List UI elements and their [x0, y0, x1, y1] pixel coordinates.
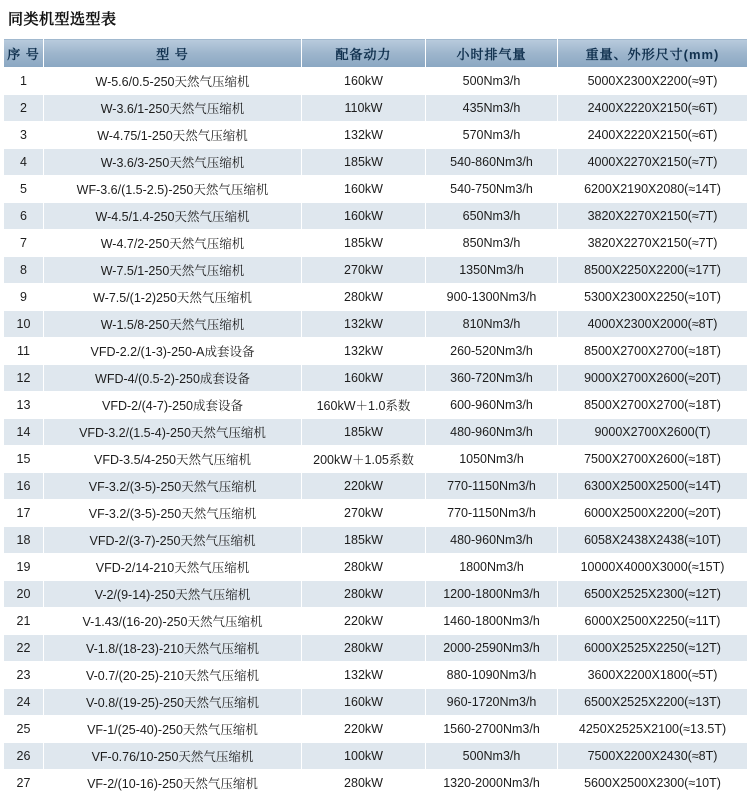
cell-size: 4000X2300X2000(≈8T)	[558, 311, 748, 338]
cell-power: 100kW	[302, 743, 426, 770]
column-header-index: 序 号	[4, 39, 44, 68]
cell-index: 16	[4, 473, 44, 500]
cell-model: V-1.43/(16-20)-250天然气压缩机	[44, 608, 302, 635]
cell-power: 280kW	[302, 770, 426, 797]
cell-flow: 500Nm3/h	[426, 68, 558, 95]
cell-model: V-0.7/(20-25)-210天然气压缩机	[44, 662, 302, 689]
table-row	[4, 473, 748, 500]
cell-flow: 570Nm3/h	[426, 122, 558, 149]
cell-flow: 540-750Nm3/h	[426, 176, 558, 203]
cell-flow: 500Nm3/h	[426, 743, 558, 770]
cell-model: V-1.8/(18-23)-210天然气压缩机	[44, 635, 302, 662]
cell-size: 9000X2700X2600(T)	[558, 419, 748, 446]
cell-model: VFD-2/(3-7)-250天然气压缩机	[44, 527, 302, 554]
cell-power: 270kW	[302, 257, 426, 284]
cell-model: VFD-2/14-210天然气压缩机	[44, 554, 302, 581]
cell-power: 280kW	[302, 284, 426, 311]
page-title: 同类机型选型表	[8, 11, 117, 28]
cell-model: W-7.5/1-250天然气压缩机	[44, 257, 302, 284]
cell-power: 132kW	[302, 122, 426, 149]
cell-index: 5	[4, 176, 44, 203]
table-row	[4, 149, 748, 176]
cell-size: 6000X2525X2250(≈12T)	[558, 635, 748, 662]
table-header	[4, 39, 748, 68]
table-row	[4, 554, 748, 581]
cell-index: 25	[4, 716, 44, 743]
cell-size: 7500X2200X2430(≈8T)	[558, 743, 748, 770]
cell-size: 6058X2438X2438(≈10T)	[558, 527, 748, 554]
cell-index: 17	[4, 500, 44, 527]
cell-size: 5000X2300X2200(≈9T)	[558, 68, 748, 95]
cell-index: 14	[4, 419, 44, 446]
cell-index: 13	[4, 392, 44, 419]
cell-power: 280kW	[302, 554, 426, 581]
cell-index: 1	[4, 68, 44, 95]
cell-model: W-4.5/1.4-250天然气压缩机	[44, 203, 302, 230]
cell-index: 21	[4, 608, 44, 635]
cell-model: VF-3.2/(3-5)-250天然气压缩机	[44, 473, 302, 500]
cell-flow: 360-720Nm3/h	[426, 365, 558, 392]
cell-model: W-3.6/1-250天然气压缩机	[44, 95, 302, 122]
cell-power: 160kW	[302, 689, 426, 716]
table-row	[4, 176, 748, 203]
cell-index: 7	[4, 230, 44, 257]
cell-flow: 880-1090Nm3/h	[426, 662, 558, 689]
cell-index: 10	[4, 311, 44, 338]
cell-flow: 960-1720Nm3/h	[426, 689, 558, 716]
cell-size: 8500X2250X2200(≈17T)	[558, 257, 748, 284]
cell-index: 6	[4, 203, 44, 230]
cell-model: WF-3.6/(1.5-2.5)-250天然气压缩机	[44, 176, 302, 203]
cell-power: 185kW	[302, 149, 426, 176]
cell-size: 10000X4000X3000(≈15T)	[558, 554, 748, 581]
cell-size: 5300X2300X2250(≈10T)	[558, 284, 748, 311]
cell-index: 27	[4, 770, 44, 797]
cell-model: W-7.5/(1-2)250天然气压缩机	[44, 284, 302, 311]
table-row	[4, 419, 748, 446]
table-row	[4, 365, 748, 392]
cell-size: 7500X2700X2600(≈18T)	[558, 446, 748, 473]
cell-power: 110kW	[302, 95, 426, 122]
cell-index: 12	[4, 365, 44, 392]
cell-size: 3820X2270X2150(≈7T)	[558, 203, 748, 230]
cell-size: 6300X2500X2500(≈14T)	[558, 473, 748, 500]
table-row	[4, 284, 748, 311]
cell-model: WFD-4/(0.5-2)-250成套设备	[44, 365, 302, 392]
cell-flow: 1800Nm3/h	[426, 554, 558, 581]
cell-index: 22	[4, 635, 44, 662]
table-row	[4, 122, 748, 149]
cell-power: 132kW	[302, 338, 426, 365]
cell-flow: 1320-2000Nm3/h	[426, 770, 558, 797]
cell-power: 220kW	[302, 716, 426, 743]
cell-power: 200kW＋1.05系数	[302, 446, 426, 473]
table-row	[4, 716, 748, 743]
cell-index: 19	[4, 554, 44, 581]
cell-index: 24	[4, 689, 44, 716]
cell-model: W-4.75/1-250天然气压缩机	[44, 122, 302, 149]
cell-model: W-4.7/2-250天然气压缩机	[44, 230, 302, 257]
table-row	[4, 635, 748, 662]
table-body	[4, 68, 748, 797]
cell-model: W-1.5/8-250天然气压缩机	[44, 311, 302, 338]
table-row	[4, 581, 748, 608]
cell-model: VF-1/(25-40)-250天然气压缩机	[44, 716, 302, 743]
cell-size: 4000X2270X2150(≈7T)	[558, 149, 748, 176]
cell-size: 6500X2525X2200(≈13T)	[558, 689, 748, 716]
cell-index: 2	[4, 95, 44, 122]
cell-flow: 1350Nm3/h	[426, 257, 558, 284]
cell-size: 6000X2500X2200(≈20T)	[558, 500, 748, 527]
cell-index: 9	[4, 284, 44, 311]
cell-size: 8500X2700X2700(≈18T)	[558, 338, 748, 365]
cell-size: 6000X2500X2250(≈11T)	[558, 608, 748, 635]
cell-flow: 770-1150Nm3/h	[426, 473, 558, 500]
cell-index: 23	[4, 662, 44, 689]
cell-power: 160kW	[302, 365, 426, 392]
cell-flow: 1560-2700Nm3/h	[426, 716, 558, 743]
cell-model: VFD-2/(4-7)-250成套设备	[44, 392, 302, 419]
cell-power: 270kW	[302, 500, 426, 527]
cell-flow: 2000-2590Nm3/h	[426, 635, 558, 662]
cell-power: 132kW	[302, 662, 426, 689]
spec-table	[3, 38, 748, 797]
table-row	[4, 770, 748, 797]
cell-flow: 1050Nm3/h	[426, 446, 558, 473]
cell-model: VF-3.2/(3-5)-250天然气压缩机	[44, 500, 302, 527]
cell-power: 160kW	[302, 176, 426, 203]
cell-model: VF-0.76/10-250天然气压缩机	[44, 743, 302, 770]
cell-index: 4	[4, 149, 44, 176]
cell-flow: 1460-1800Nm3/h	[426, 608, 558, 635]
cell-flow: 480-960Nm3/h	[426, 419, 558, 446]
cell-model: VFD-3.5/4-250天然气压缩机	[44, 446, 302, 473]
cell-flow: 1200-1800Nm3/h	[426, 581, 558, 608]
cell-model: V-0.8/(19-25)-250天然气压缩机	[44, 689, 302, 716]
cell-power: 160kW	[302, 68, 426, 95]
cell-flow: 480-960Nm3/h	[426, 527, 558, 554]
table-row	[4, 527, 748, 554]
cell-flow: 435Nm3/h	[426, 95, 558, 122]
cell-size: 8500X2700X2700(≈18T)	[558, 392, 748, 419]
cell-flow: 260-520Nm3/h	[426, 338, 558, 365]
cell-model: VF-2/(10-16)-250天然气压缩机	[44, 770, 302, 797]
column-header-size: 重量、外形尺寸(mm)	[558, 39, 748, 68]
cell-flow: 770-1150Nm3/h	[426, 500, 558, 527]
table-row	[4, 500, 748, 527]
cell-power: 160kW＋1.0系数	[302, 392, 426, 419]
cell-size: 6500X2525X2300(≈12T)	[558, 581, 748, 608]
cell-flow: 540-860Nm3/h	[426, 149, 558, 176]
column-header-power: 配备动力	[302, 39, 426, 68]
cell-size: 3820X2270X2150(≈7T)	[558, 230, 748, 257]
cell-model: V-2/(9-14)-250天然气压缩机	[44, 581, 302, 608]
cell-size: 2400X2220X2150(≈6T)	[558, 95, 748, 122]
cell-index: 11	[4, 338, 44, 365]
cell-flow: 810Nm3/h	[426, 311, 558, 338]
table-row	[4, 662, 748, 689]
table-row	[4, 311, 748, 338]
cell-index: 8	[4, 257, 44, 284]
column-header-flow: 小时排气量	[426, 39, 558, 68]
cell-size: 3600X2200X1800(≈5T)	[558, 662, 748, 689]
cell-size: 6200X2190X2080(≈14T)	[558, 176, 748, 203]
cell-power: 185kW	[302, 419, 426, 446]
cell-flow: 650Nm3/h	[426, 203, 558, 230]
table-row	[4, 257, 748, 284]
table-header-row	[4, 39, 748, 68]
cell-power: 280kW	[302, 635, 426, 662]
cell-size: 5600X2500X2300(≈10T)	[558, 770, 748, 797]
table-row	[4, 338, 748, 365]
table-row	[4, 95, 748, 122]
cell-power: 185kW	[302, 230, 426, 257]
cell-power: 185kW	[302, 527, 426, 554]
cell-flow: 850Nm3/h	[426, 230, 558, 257]
cell-flow: 600-960Nm3/h	[426, 392, 558, 419]
cell-flow: 900-1300Nm3/h	[426, 284, 558, 311]
cell-power: 220kW	[302, 608, 426, 635]
cell-model: VFD-3.2/(1.5-4)-250天然气压缩机	[44, 419, 302, 446]
table-row	[4, 392, 748, 419]
cell-power: 280kW	[302, 581, 426, 608]
cell-index: 20	[4, 581, 44, 608]
table-row	[4, 446, 748, 473]
cell-power: 220kW	[302, 473, 426, 500]
cell-index: 18	[4, 527, 44, 554]
cell-size: 9000X2700X2600(≈20T)	[558, 365, 748, 392]
cell-power: 132kW	[302, 311, 426, 338]
table-row	[4, 608, 748, 635]
cell-size: 4250X2525X2100(≈13.5T)	[558, 716, 748, 743]
cell-model: W-5.6/0.5-250天然气压缩机	[44, 68, 302, 95]
cell-size: 2400X2220X2150(≈6T)	[558, 122, 748, 149]
cell-index: 3	[4, 122, 44, 149]
table-row	[4, 743, 748, 770]
table-row	[4, 230, 748, 257]
cell-model: W-3.6/3-250天然气压缩机	[44, 149, 302, 176]
cell-power: 160kW	[302, 203, 426, 230]
table-row	[4, 203, 748, 230]
column-header-model: 型 号	[44, 39, 302, 68]
cell-model: VFD-2.2/(1-3)-250-A成套设备	[44, 338, 302, 365]
cell-index: 26	[4, 743, 44, 770]
table-row	[4, 68, 748, 95]
table-row	[4, 689, 748, 716]
cell-index: 15	[4, 446, 44, 473]
